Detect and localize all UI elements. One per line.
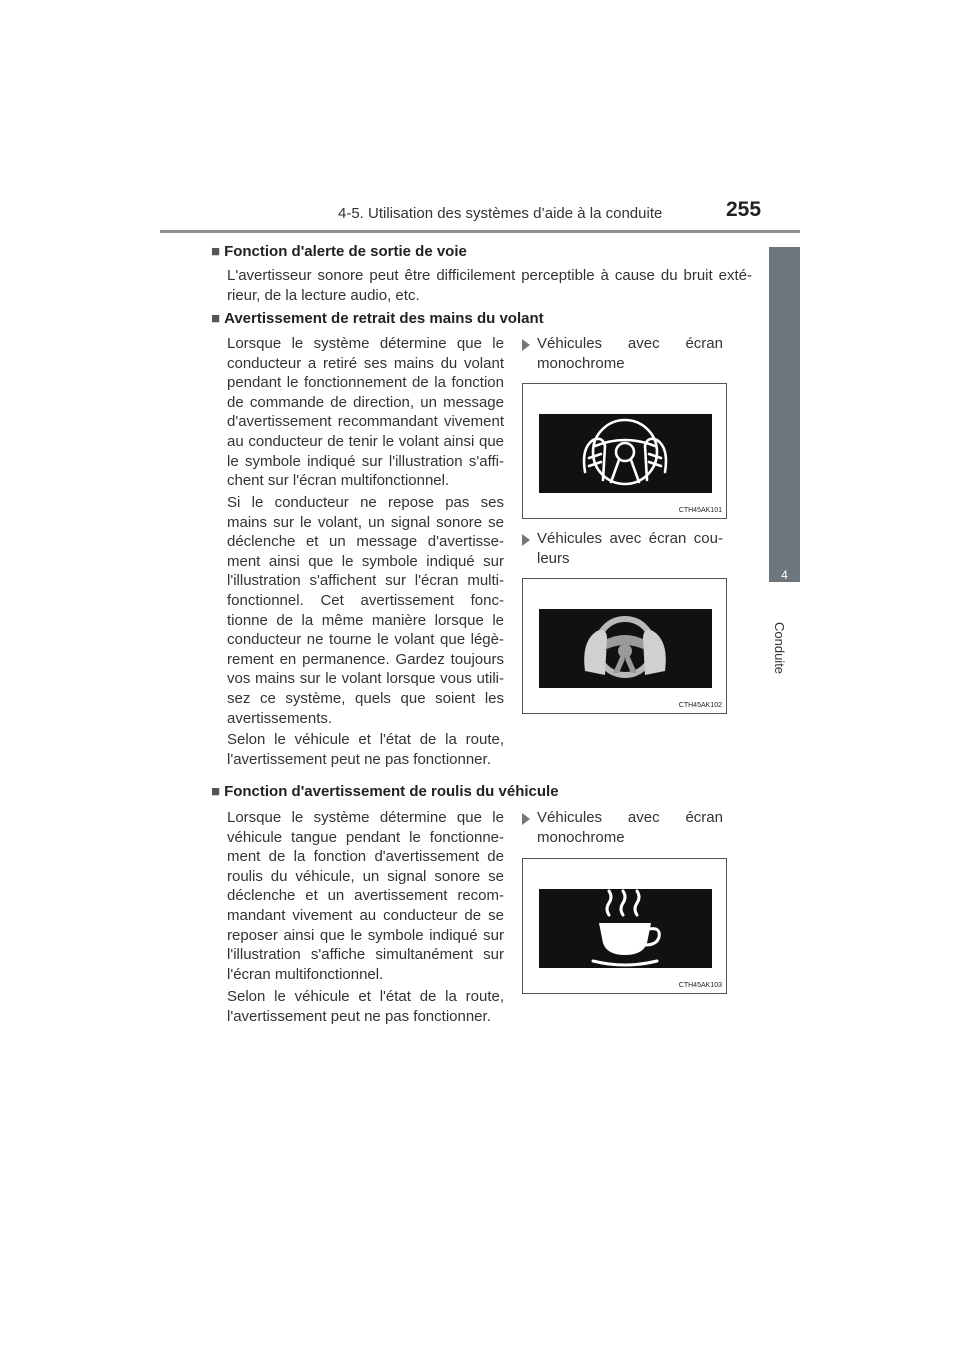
paragraph: L'avertisseur sonore peut être difficilement perceptible à cause du bruit exté-rieur, de la lecture audio, etc. xyxy=(227,267,752,304)
figure-hands-on-wheel-monochrome xyxy=(522,383,727,519)
section-heading-hands-off xyxy=(211,310,544,327)
figure-label: Véhicules avec écran monochrome xyxy=(522,334,723,373)
section-heading-text: Fonction d'avertissement de roulis du véhicule xyxy=(224,783,559,800)
triangle-bullet-icon xyxy=(522,813,530,825)
section-heading-vehicle-sway xyxy=(211,783,559,800)
coffee-cup-icon xyxy=(523,859,728,995)
paragraph: Selon le véhicule et l'état de la route, l'avertissement peut ne pas fonctionner. xyxy=(227,731,504,768)
figure-coffee-cup xyxy=(522,858,727,994)
paragraph: Selon le véhicule et l'état de la route, l'avertissement peut ne pas fonctionner. xyxy=(227,988,504,1025)
chapter-tab xyxy=(769,247,800,582)
header-section-title: 4-5. Utilisation des systèmes d’aide à la conduite xyxy=(338,205,663,222)
square-bullet-icon: ■ xyxy=(211,243,221,260)
figure-label: Véhicules avec écran cou-leurs xyxy=(522,529,723,568)
figure-code: CTH45AK101 xyxy=(678,507,722,514)
chapter-tab-label: Conduite xyxy=(772,622,787,675)
page-number: 255 xyxy=(726,198,762,221)
paragraph: Lorsque le système détermine que le conducteur a retiré ses mains du volant pendant le fonctionnement de la fonction de commande de direction, un message d'avertissement recommandant vivement au conducteur de tenir le volant ainsi que le symbole indiqué sur l'illustration s'affi-chent sur l'écran multifonctionnel. xyxy=(227,335,504,490)
hands-on-wheel-color-icon xyxy=(523,579,728,715)
header-rule xyxy=(160,230,800,233)
hands-on-wheel-monochrome-icon xyxy=(523,384,728,520)
square-bullet-icon: ■ xyxy=(211,783,221,800)
paragraph: Lorsque le système détermine que le véhicule tangue pendant le fonctionne-ment de la fonction d'avertissement de roulis du véhicule, un signal sonore se déclenche et un avertissement recom-mandant vivement au conducteur de se reposer ainsi que le symbole indiqué sur l'illustration s'affiche simultanément sur l'écran multifonctionnel. xyxy=(227,809,504,983)
section-heading-text: Avertissement de retrait des mains du volant xyxy=(224,310,544,327)
figure-code: CTH45AK103 xyxy=(678,982,722,989)
section-heading-lane-departure xyxy=(211,243,467,260)
square-bullet-icon: ■ xyxy=(211,310,221,327)
section-heading-text: Fonction d'alerte de sortie de voie xyxy=(224,243,467,260)
triangle-bullet-icon xyxy=(522,534,530,546)
figure-hands-on-wheel-color xyxy=(522,578,727,714)
figure-label: Véhicules avec écran monochrome xyxy=(522,808,723,847)
figure-code: CTH45AK102 xyxy=(678,702,722,709)
paragraph: Si le conducteur ne repose pas ses mains sur le volant, un signal sonore se déclenche et un message d'avertisse-ment ainsi que le symbole indiqué sur l'illustration s'affichent sur l'écran multi-fonctionnel. Cet avertissement fonc-tionne de la même manière lorsque le conducteur ne tourne le volant que légè-rement en permanence. Gardez toujours vos mains sur le volant lorsque vous utili-sez ce système, quels que soient les avertissements. xyxy=(227,494,504,727)
chapter-tab-number: 4 xyxy=(781,568,788,582)
triangle-bullet-icon xyxy=(522,339,530,351)
